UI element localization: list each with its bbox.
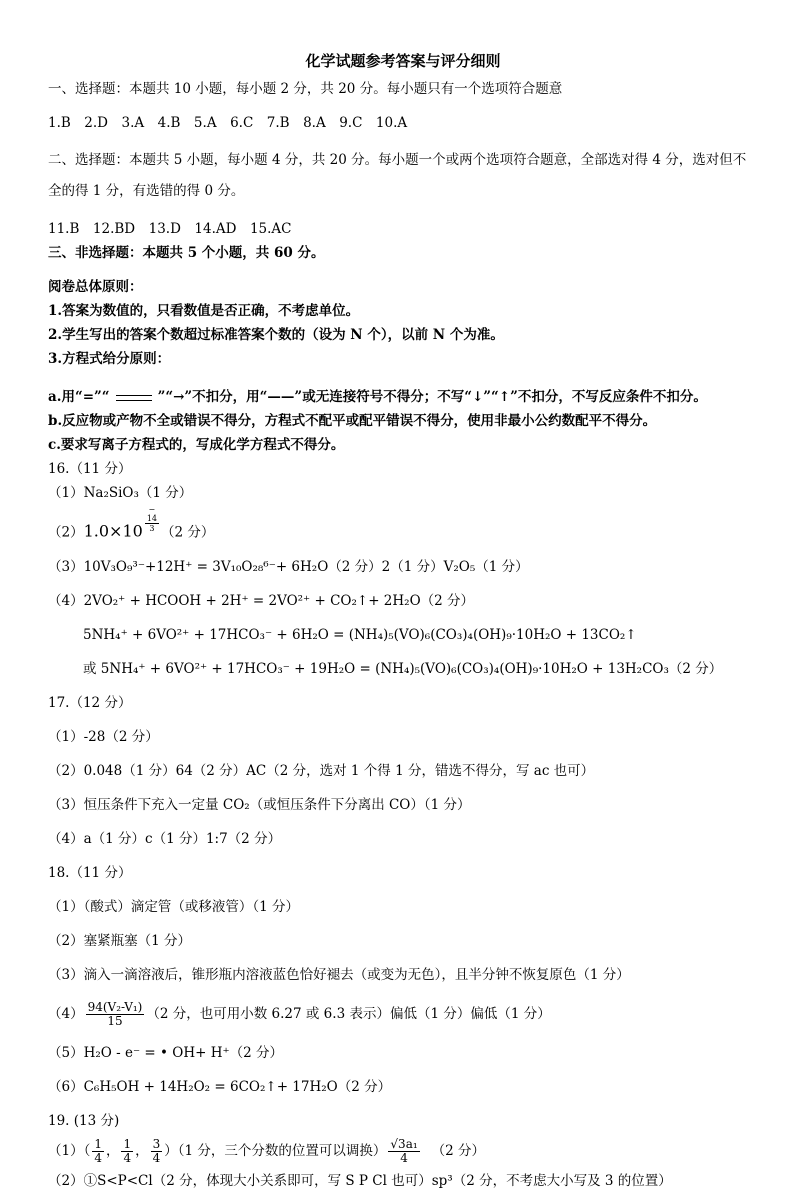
q19-answer-2: （2）①S<P<Cl（2 分，体现大小关系即可，写 S P Cl 也可）sp³（2 分，不考虑大小写及 3 的位置） bbox=[48, 1172, 672, 1189]
page-title: 化学试题参考答案与评分细则 bbox=[305, 52, 501, 70]
principle-3a-suffix: ”“→”不扣分，用“——”或无连接符号不得分；不写“↓”“↑”不扣分，不写反应条件不扣分。 bbox=[157, 389, 707, 405]
principle-3c: c.要求写离子方程式的，写成化学方程式不得分。 bbox=[48, 437, 345, 453]
q18-answer-4-prefix: （4） bbox=[48, 1005, 84, 1022]
section1-answers: 1.B 2.D 3.A 4.B 5.A 6.C 7.B 8.A 9.C 10.A bbox=[48, 115, 408, 131]
q16-answer-2 bbox=[48, 505, 758, 555]
principle-3b: b.反应物或产物不全或错误不得分，方程式不配平或配平错误不得分，使用非最小公约数配平不得分。 bbox=[48, 413, 657, 429]
q19-answer-1-prefix: （1）（ bbox=[48, 1142, 91, 1159]
principle-1: 1.答案为数值的，只看数值是否正确，不考虑单位。 bbox=[48, 303, 360, 319]
q16-answer-4: （4）2VO₂⁺ + HCOOH + 2H⁺ = 2VO²⁺ + CO₂↑+ 2H₂O（2 分） bbox=[48, 592, 475, 609]
q17-answer-3: （3）恒压条件下充入一定量 CO₂（或恒压条件下分离出 CO）（1 分） bbox=[48, 796, 471, 813]
q18-answer-6: （6）C₆H₅OH + 14H₂O₂ = 6CO₂↑+ 17H₂O（2 分） bbox=[48, 1078, 392, 1095]
q18-answer-4 bbox=[48, 997, 758, 1031]
q19-fraction-4: $\frac{\text{√3a₁}}{4}$ bbox=[390, 1136, 418, 1165]
q18-answer-3: （3）滴入一滴溶液后，锥形瓶内溶液蓝色恰好褪去（或变为无色），且半分钟不恢复原色（1 分） bbox=[48, 966, 630, 983]
q16-answer-2-prefix: （2） bbox=[48, 524, 84, 541]
q16-answer-2-score: （2 分） bbox=[161, 524, 215, 541]
q18-heading: 18.（11 分） bbox=[48, 864, 132, 881]
q16-answer-2-base: 1.0×10 bbox=[83, 521, 143, 541]
principles-heading: 阅卷总体原则： bbox=[48, 279, 143, 295]
q19-answer-1-note: ）（1 分，三个分数的位置可以调换） bbox=[164, 1142, 387, 1159]
answer-sheet bbox=[48, 40, 758, 1193]
q18-answer-5: （5）H₂O - e⁻ = • OH+ H⁺（2 分） bbox=[48, 1044, 283, 1061]
q18-answer-1: （1）（酸式）滴定管（或移液管）（1 分） bbox=[48, 898, 299, 915]
q16-heading: 16.（11 分） bbox=[48, 461, 132, 477]
q16-answer-4-eq2: 或 5NH₄⁺ + 6VO²⁺ + 17HCO₃⁻ + 19H₂O = (NH₄)₅(VO)₆(CO₃)₄(OH)₉·10H₂O + 13H₂CO₃（2 分） bbox=[83, 660, 723, 677]
section2-heading: 二、选择题：本题共 5 小题，每小题 4 分，共 20 分。每小题一个或两个选项符合题意，全部选对得 4 分，选对但不全的得 1 分，有选错的得 0 分。 bbox=[48, 152, 747, 199]
q19-answer-1: （1）（ $\frac{1}{4}$ ， $\frac{1}{4}$ ， $\frac{3}{4}$ ）（1 分，三个分数的位置可以调换） $\frac{\text{√3a₁}}{4}$ （2 分） bbox=[48, 1136, 486, 1165]
section2-answers: 11.B 12.BD 13.D 14.AD 15.AC bbox=[48, 221, 292, 237]
q16-exponent: − 14 3 bbox=[146, 505, 157, 533]
q19-fraction-3: $\frac{3}{4}$ bbox=[152, 1136, 161, 1165]
q19-heading: 19. (13 分) bbox=[48, 1112, 120, 1129]
q19-fraction-1: $\frac{1}{4}$ bbox=[94, 1136, 102, 1165]
q17-answer-2: （2）0.048（1 分）64（2 分）AC（2 分，选对 1 个得 1 分，错选不得分，写 ac 也可） bbox=[48, 762, 595, 779]
section1-heading: 一、选择题：本题共 10 小题，每小题 2 分，共 20 分。每小题只有一个选项符合题意 bbox=[48, 81, 563, 97]
q18-fraction: $\frac{\text{94(V₂-V₁)}}{15}$ bbox=[87, 999, 143, 1028]
section3-heading: 三、非选择题：本题共 5 个小题，共 60 分。 bbox=[48, 245, 325, 261]
q16-answer-1: （1）Na₂SiO₃（1 分） bbox=[48, 485, 193, 501]
q18-answer-2: （2）塞紧瓶塞（1 分） bbox=[48, 932, 191, 949]
q18-answer-4-suffix: （2 分，也可用小数 6.27 或 6.3 表示）偏低（1 分）偏低（1 分） bbox=[146, 1005, 551, 1022]
q17-answer-4: （4）a（1 分）c（1 分）1:7（2 分） bbox=[48, 830, 282, 847]
equilibrium-arrow-icon bbox=[116, 393, 152, 403]
principle-3a bbox=[48, 385, 758, 409]
q19-fraction-2: $\frac{1}{4}$ bbox=[123, 1136, 132, 1165]
principle-2: 2.学生写出的答案个数超过标准答案个数的（设为 N 个），以前 N 个为准。 bbox=[48, 327, 504, 343]
principle-3a-prefix: a.用“=”“ bbox=[48, 389, 110, 405]
q19-answer-1-score: （2 分） bbox=[431, 1142, 486, 1159]
q17-heading: 17.（12 分） bbox=[48, 694, 132, 711]
q17-answer-1: （1）-28（2 分） bbox=[48, 728, 159, 745]
q16-answer-3: （3）10V₃O₉³⁻+12H⁺ = 3V₁₀O₂₈⁶⁻+ 6H₂O（2 分）2（1 分）V₂O₅（1 分） bbox=[48, 558, 529, 575]
q16-answer-4-eq1: 5NH₄⁺ + 6VO²⁺ + 17HCO₃⁻ + 6H₂O = (NH₄)₅(VO)₆(CO₃)₄(OH)₉·10H₂O + 13CO₂↑ bbox=[83, 626, 637, 643]
principle-3: 3.方程式给分原则： bbox=[48, 351, 171, 367]
